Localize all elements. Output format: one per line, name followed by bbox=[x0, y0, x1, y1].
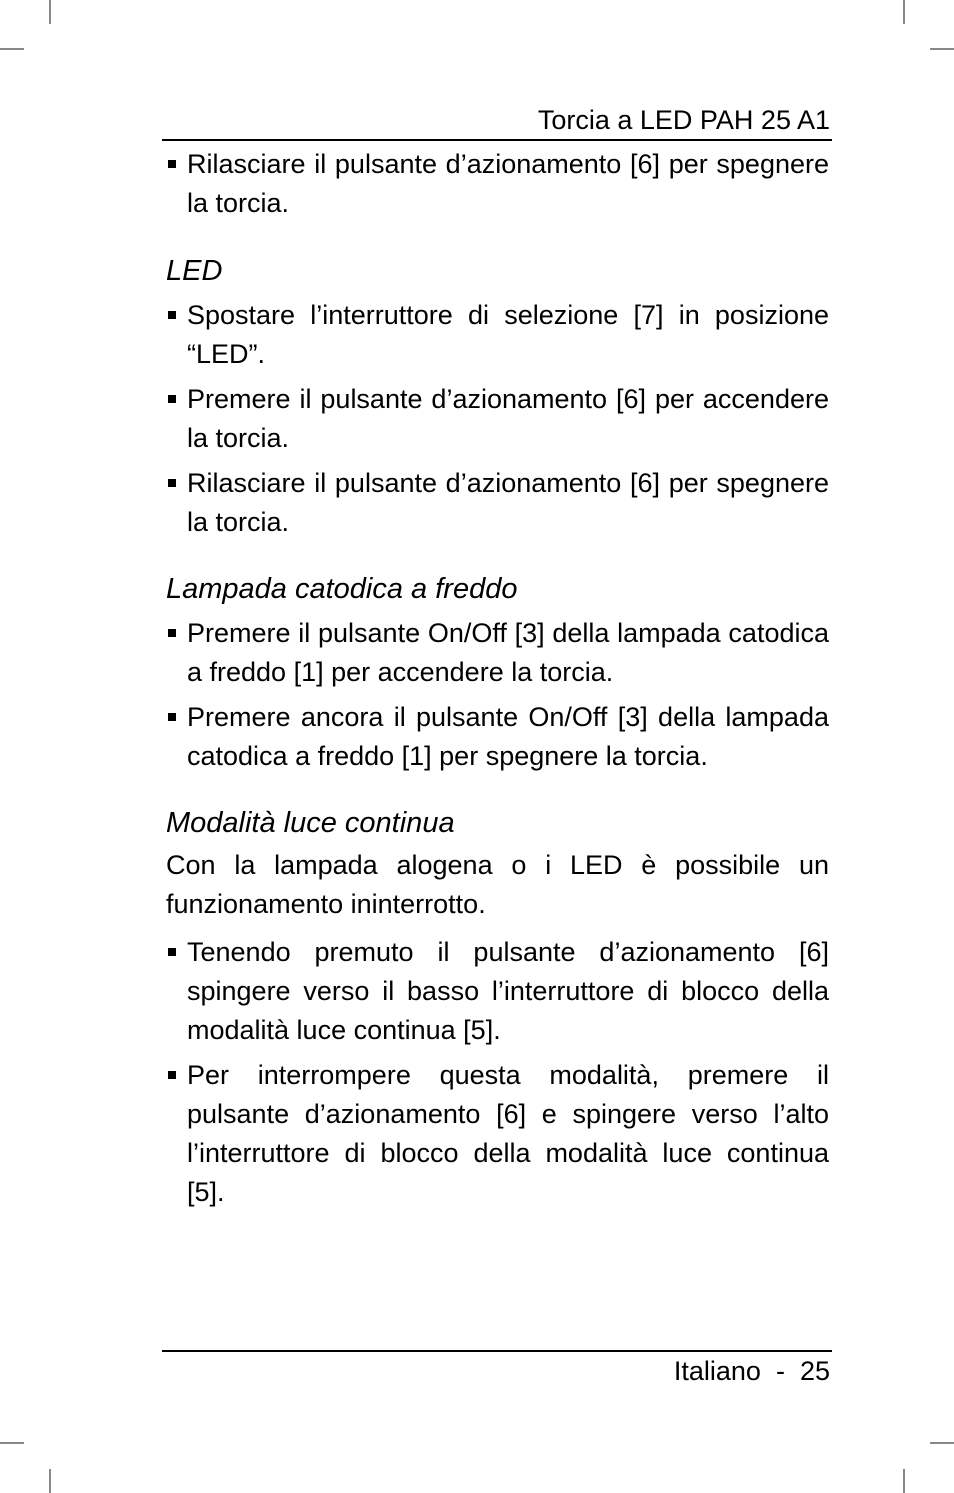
crop-mark bbox=[49, 1469, 51, 1493]
page-footer bbox=[674, 1355, 830, 1387]
list-item-text: Premere il pulsante On/Off [3] della lampada catodica a freddo [1] per accendere la torcia. bbox=[187, 618, 829, 687]
list-item-text: Rilasciare il pulsante d’azionamento [6] per spegnere la torcia. bbox=[187, 468, 829, 537]
bullet-icon bbox=[168, 629, 176, 637]
bullet-icon bbox=[168, 311, 176, 319]
crop-mark bbox=[903, 0, 905, 24]
bullet-icon bbox=[168, 948, 176, 956]
bullet-icon bbox=[168, 479, 176, 487]
list-item-text: Premere ancora il pulsante On/Off [3] della lampada catodica a freddo [1] per spegnere la torcia. bbox=[187, 702, 829, 771]
section-heading-lampada: Lampada catodica a freddo bbox=[166, 573, 518, 605]
page-content bbox=[166, 145, 829, 1212]
list-item bbox=[166, 1056, 829, 1212]
page-number: 25 bbox=[799, 1356, 830, 1386]
footer-rule bbox=[162, 1350, 832, 1352]
page-header-title: Torcia a LED PAH 25 A1 bbox=[537, 105, 830, 135]
bullet-icon bbox=[168, 395, 176, 403]
bullet-icon bbox=[168, 1071, 176, 1079]
section-paragraph: Con la lampada alogena o i LED è possibile un funzionamento ininterrotto. bbox=[166, 850, 829, 919]
list-item bbox=[166, 933, 829, 1050]
crop-mark bbox=[49, 0, 51, 24]
list-item-text: Premere il pulsante d’azionamento [6] per accendere la torcia. bbox=[187, 384, 829, 453]
footer-language: Italiano bbox=[673, 1356, 761, 1386]
list-item bbox=[166, 380, 829, 458]
crop-mark bbox=[903, 1469, 905, 1493]
list-item-text: Tenendo premuto il pulsante d’azionamento [6] spingere verso il basso l’interruttore di blocco della modalità luce continua [5]. bbox=[187, 937, 829, 1045]
footer-separator: - bbox=[775, 1356, 785, 1386]
crop-mark bbox=[0, 1442, 24, 1444]
crop-mark bbox=[0, 48, 24, 50]
list-item bbox=[166, 698, 829, 776]
crop-mark bbox=[930, 48, 954, 50]
list-item-text: Per interrompere questa modalità, premere il pulsante d’azionamento [6] e spingere verso l’alto l’interruttore di blocco della modalità luce continua [5]. bbox=[187, 1060, 829, 1207]
list-item bbox=[166, 614, 829, 692]
bullet-icon bbox=[168, 160, 176, 168]
header-rule bbox=[162, 139, 832, 141]
list-item-text: Spostare l’interruttore di selezione [7] in posizione “LED”. bbox=[187, 300, 829, 369]
section-heading-led: LED bbox=[166, 255, 223, 287]
bullet-icon bbox=[168, 713, 176, 721]
list-item bbox=[166, 296, 829, 374]
crop-mark bbox=[930, 1442, 954, 1444]
list-item bbox=[166, 145, 829, 223]
list-item bbox=[166, 464, 829, 542]
list-item-text: Rilasciare il pulsante d’azionamento [6] per spegnere la torcia. bbox=[187, 149, 829, 218]
section-heading-modalita: Modalità luce continua bbox=[166, 807, 455, 839]
